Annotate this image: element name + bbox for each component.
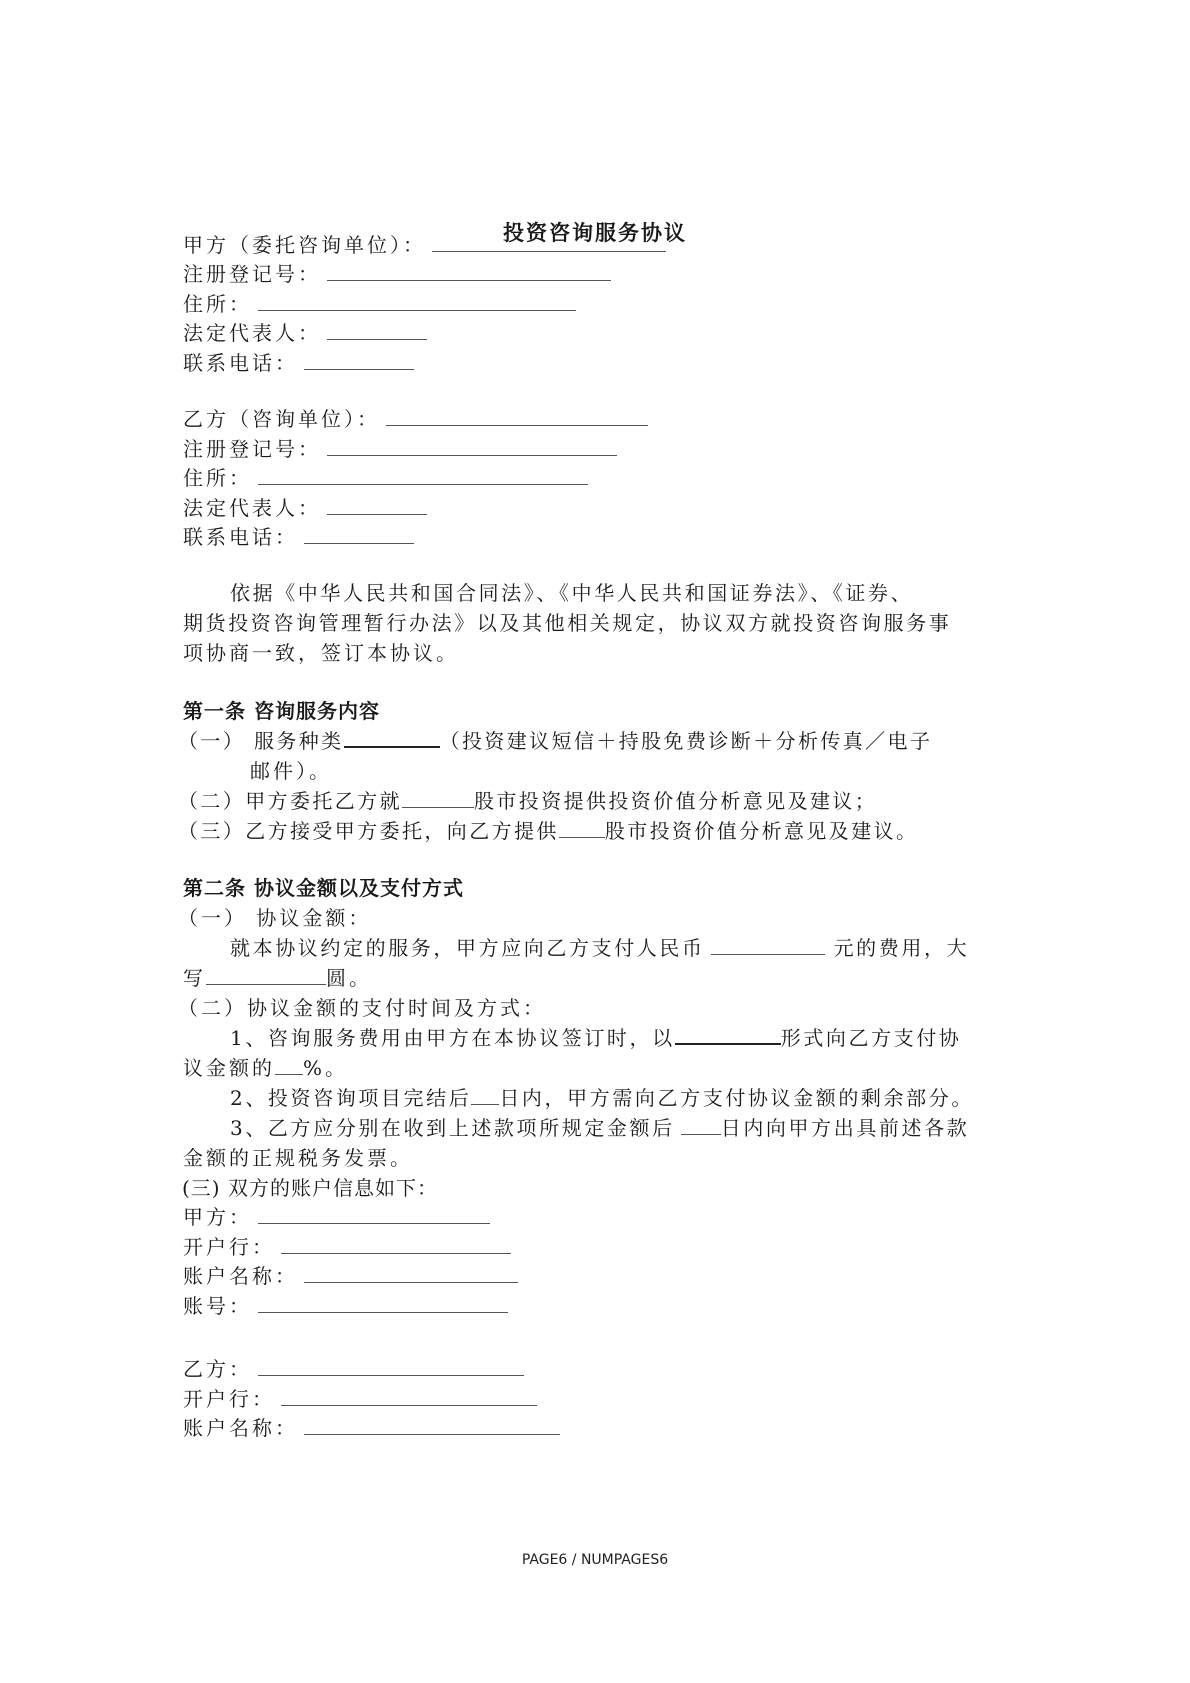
account-a-party-label: 甲方： (183, 1205, 252, 1229)
account-b-name-label: 账户名称： (183, 1416, 298, 1440)
payment-form-blank[interactable] (675, 1023, 781, 1045)
article-2-p2 (230, 1083, 974, 1113)
account-a-number-label: 账号： (183, 1294, 252, 1318)
party-b-reg-line (183, 434, 617, 464)
party-a-reg-label: 注册登记号： (183, 262, 321, 286)
party-b-address-label: 住所： (183, 466, 252, 490)
article-2-amount-suffix: 元的费用，大 (833, 936, 970, 960)
party-b-name-line (183, 404, 648, 434)
account-b-party-blank[interactable] (258, 1355, 524, 1376)
article-1-item-3 (178, 816, 918, 846)
party-a-name-label: 甲方（委托咨询单位）： (183, 233, 426, 257)
article-1-item-1-cont: 邮件）。 (250, 759, 332, 783)
article-1-item-1 (178, 726, 932, 756)
party-b-address-line (183, 463, 588, 493)
account-b-party-label: 乙方： (183, 1357, 252, 1381)
party-a-reg-blank[interactable] (327, 260, 611, 281)
article-2-p1-cont-prefix: 议金额的 (183, 1056, 275, 1080)
article-2-amount-cont-suffix: 圆。 (326, 966, 372, 990)
article-2-amount-prefix: 就本协议约定的服务，甲方应向乙方支付人民币 (230, 936, 705, 960)
account-a-bank-blank[interactable] (281, 1233, 511, 1254)
article-2-p3 (230, 1113, 969, 1143)
party-b-rep-label: 法定代表人： (183, 496, 321, 520)
service-type-blank[interactable] (344, 726, 440, 748)
party-b-rep-blank[interactable] (327, 494, 427, 515)
preamble-line-1: 依据《中华人民共和国合同法》、《中华人民共和国证券法》、《证券、 (230, 581, 914, 605)
party-a-rep-line (183, 318, 427, 348)
account-a-number-line (183, 1291, 508, 1321)
article-2-sub-3: (三) 双方的账户信息如下： (182, 1176, 438, 1200)
article-1-item-1-suffix: （投资建议短信＋持股免费诊断＋分析传真／电子 (439, 729, 933, 753)
preamble-line-3: 项协商一致，签订本协议。 (183, 641, 459, 665)
amount-figure-blank[interactable] (711, 934, 825, 955)
article-2-p1-prefix: 1、咨询服务费用由甲方在本协议签订时，以 (230, 1026, 675, 1050)
party-b-name-label: 乙方（咨询单位）： (183, 407, 380, 431)
party-b-address-blank[interactable] (258, 464, 588, 485)
article-2-p3-cont: 金额的正规税务发票。 (183, 1146, 413, 1170)
article-1-item-2-prefix: （二）甲方委托乙方就 (178, 789, 402, 813)
account-a-name-line (183, 1261, 518, 1291)
party-a-name-line (183, 230, 666, 260)
article-2-p1-suffix: 形式向乙方支付协 (780, 1026, 962, 1050)
account-a-name-blank[interactable] (304, 1262, 518, 1283)
account-a-party-blank[interactable] (258, 1203, 490, 1224)
party-a-name-blank[interactable] (432, 231, 666, 252)
article-2-p3-prefix: 3、乙方应分别在收到上述款项所规定金额后 (230, 1116, 675, 1140)
article-1-item-2-suffix: 股市投资提供投资价值分析意见及建议； (474, 789, 878, 813)
article-1-heading: 第一条 咨询服务内容 (183, 699, 380, 723)
invoice-days-blank[interactable] (681, 1114, 721, 1135)
party-a-phone-blank[interactable] (304, 349, 414, 370)
account-a-number-blank[interactable] (258, 1292, 508, 1313)
article-2-p1-cont-suffix: %。 (303, 1056, 349, 1080)
account-a-bank-line (183, 1232, 511, 1262)
party-a-phone-line (183, 348, 414, 378)
party-b-phone-blank[interactable] (304, 523, 414, 544)
party-b-phone-label: 联系电话： (183, 525, 298, 549)
page-footer: PAGE6 / NUMPAGES6 (521, 1552, 669, 1568)
document-title: 投资咨询服务协议 (503, 220, 687, 245)
party-a-address-line (183, 289, 576, 319)
article-2-amount-line (230, 933, 969, 963)
party-b-rep-line (183, 493, 427, 523)
days-after-completion-blank[interactable] (471, 1084, 499, 1105)
account-b-party-line (183, 1354, 524, 1384)
party-a-rep-blank[interactable] (327, 319, 427, 340)
article-2-heading: 第二条 协议金额以及支付方式 (183, 876, 464, 900)
article-2-p1-cont (183, 1053, 348, 1083)
account-a-bank-label: 开户行： (183, 1235, 275, 1259)
party-b-phone-line (183, 522, 414, 552)
article-2-amount-cont-prefix: 写 (183, 966, 206, 990)
article-2-p2-prefix: 2、投资咨询项目完结后 (230, 1086, 472, 1110)
article-2-p2-suffix: 日内，甲方需向乙方支付协议金额的剩余部分。 (499, 1086, 974, 1110)
party-a-address-blank[interactable] (258, 290, 576, 311)
preamble-line-2: 期货投资咨询管理暂行办法》以及其他相关规定，协议双方就投资咨询服务事 (183, 611, 952, 635)
party-b-name-blank[interactable] (386, 405, 648, 426)
article-2-p3-suffix: 日内向甲方出具前述各款 (720, 1116, 970, 1140)
party-b-reg-blank[interactable] (327, 435, 617, 456)
article-1-item-3-suffix: 股市投资价值分析意见及建议。 (604, 819, 919, 843)
article-2-p1 (230, 1023, 962, 1053)
party-a-rep-label: 法定代表人： (183, 321, 321, 345)
party-a-phone-label: 联系电话： (183, 351, 298, 375)
party-a-reg-line (183, 259, 611, 289)
article-2-sub-1: （一） 协议金额： (178, 906, 372, 930)
account-b-name-blank[interactable] (304, 1414, 560, 1435)
article-1-item-2 (178, 786, 877, 816)
article-1-item-3-prefix: （三）乙方接受甲方委托，向乙方提供 (178, 819, 559, 843)
account-b-bank-label: 开户行： (183, 1387, 275, 1411)
account-b-bank-line (183, 1384, 537, 1414)
party-a-address-label: 住所： (183, 292, 252, 316)
party-b-reg-label: 注册登记号： (183, 437, 321, 461)
account-a-name-label: 账户名称： (183, 1264, 298, 1288)
account-b-bank-blank[interactable] (281, 1385, 537, 1406)
article-1-item-2-blank[interactable] (402, 787, 474, 808)
article-1-item-3-blank[interactable] (559, 817, 605, 838)
percent-blank[interactable] (275, 1054, 303, 1075)
account-a-party-line (183, 1202, 490, 1232)
account-b-name-line (183, 1413, 560, 1443)
article-1-item-1-prefix: （一） 服务种类 (178, 729, 344, 753)
amount-words-blank[interactable] (206, 964, 326, 985)
article-2-sub-2: （二）协议金额的支付时间及方式： (178, 996, 546, 1020)
article-2-amount-cont (183, 963, 372, 993)
